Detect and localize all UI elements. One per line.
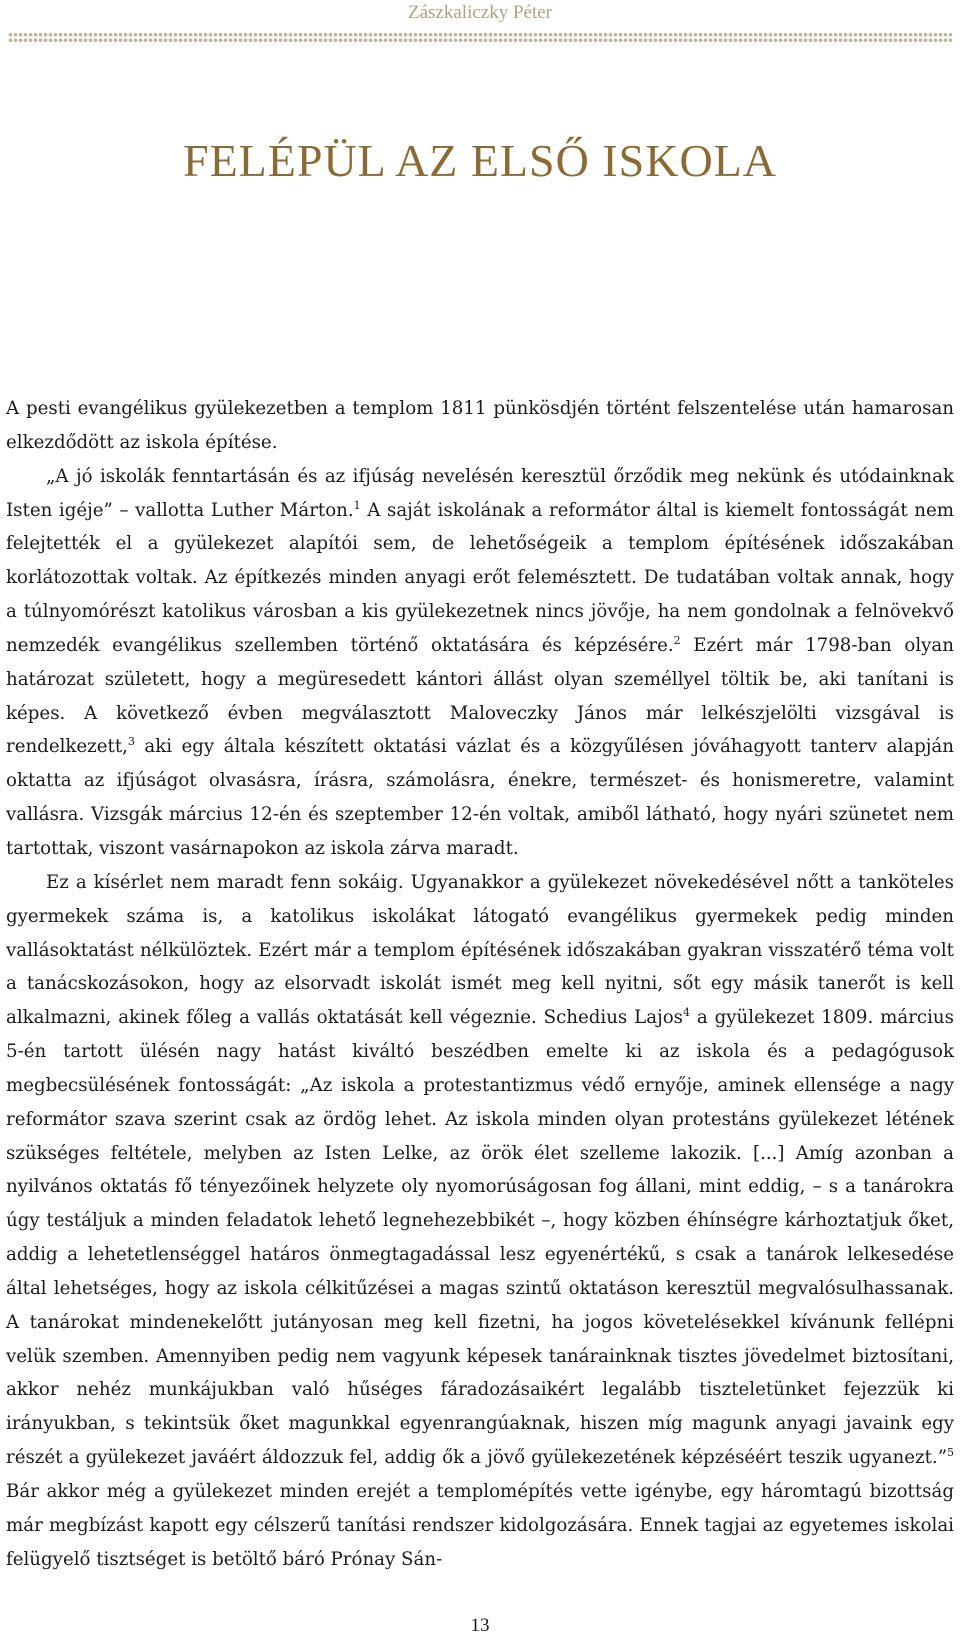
chapter-title: FELÉPÜL AZ ELSŐ ISKOLA bbox=[182, 135, 777, 186]
paragraph-2-text-c: Ezért már 1798-ban olyan határozat született, hogy a megüresedett kántori állást olyan személlyel töltik be, aki tanítani is képes. A következő évben megválasztott Maloveczky János már lelkészjelölti vizsgával is rendelkezett, bbox=[6, 634, 954, 758]
paragraph-3-text-a: Ez a kísérlet nem maradt fenn sokáig. Ugyanakkor a gyülekezet növekedésével nőtt a tanköteles gyermekek száma is, a katolikus iskolákat látogató evangélikus gyermekek pedig minden vallásoktatást nélkülöztek. Ezért már a templom építésének időszakában gyakran visszatérő téma volt a tanácskozásokon, hogy az elsorvadt iskolát ismét meg kell nyitni, sőt egy másik tanerőt is kell alkalmazni, akinek főleg a vallás oktatását kell végeznie. Schedius Lajos bbox=[6, 871, 954, 1029]
ornamental-divider bbox=[8, 32, 952, 43]
footnote-ref-5: 5 bbox=[947, 1446, 954, 1460]
footnote-ref-3: 3 bbox=[127, 735, 135, 749]
body-text bbox=[6, 392, 954, 1577]
footnote-ref-2: 2 bbox=[673, 633, 681, 647]
paragraph-2-text-b: A saját iskolának a reformátor által is kiemelt fontosságát nem felejtették el a gyülekezet alapítói sem, de lehetőségeik a templom építésének időszakában korlátozottak voltak. Az építkezés minden anyagi erőt felemésztett. De tudatában voltak annak, hogy a túlnyomórészt katolikus városban a kis gyülekezetnek nincs jövője, ha nem gondolnak a felnövekvő nemzedék evangélikus szellemben történő oktatására és képzésére. bbox=[6, 499, 954, 656]
paragraph-3-text-c: Bár akkor még a gyülekezet minden erejét a templomépítés vette igénybe, egy háromtagú bizottság már megbízást kapott egy célszerű tanítási rendszer kidolgozására. Ennek tagjai az egyetemes iskolai felügyelő tisztséget is betöltő báró Prónay Sán- bbox=[6, 1481, 954, 1570]
paragraph-3 bbox=[6, 866, 954, 1577]
paragraph-3-text-b: a gyülekezet 1809. március 5-én tartott ülésén nagy hatást kiváltó beszédben emelte ki az iskola és a pedagógusok megbecsülésének fontosságát: „Az iskola a protestantizmus védő ernyője, aminek ellensége a nagy reformátor szava szerint csak az ördög lehet. Az iskola minden olyan protestáns gyülekezet létének szükséges feltétele, melyben az Isten Lelke, az örök élet szelleme lakozik. [...] Amíg azonban a nyilvános oktatás fő tényezőinek helyzete oly nyomorúságosan fog állani, mint eddig, – s a tanárokra úgy testáljuk a minden feladatok lehető legnehezebbikét –, hogy közben éhínségre kárhoztatjuk őket, addig a lehetetlenséggel határos önmegtagadással lesz egyenértékű, s csak a tanárok lelkesedése által lehetséges, hogy az iskola célkitűzései a magas szintű oktatáson keresztül megvalósulhassanak. A tanárokat mindenekelőtt jutányosan meg kell fizetni, ha jogos követelésekkel kívánunk fellépni velük szemben. Amennyiben pedig nem vagyunk képesek tanárainknak tisztes jövedelmet biztosítani, akkor nehéz munkájukban való hűséges fáradozásaikért legalább tiszteletünket fejezzük ki irányukban, s tekintsük őket magunkkal egyenrangúaknak, hiszen míg magunk anyagi javaink egy részét a gyülekezet javáért áldozzuk fel, addig ők a jövő gyülekezetének képzéséért teszik ugyanezt.” bbox=[6, 1007, 954, 1469]
page-number: 13 bbox=[470, 1615, 490, 1636]
running-header-author: Zászkaliczky Péter bbox=[407, 2, 552, 23]
footnote-ref-1: 1 bbox=[353, 498, 361, 512]
footnote-ref-4: 4 bbox=[683, 1006, 690, 1020]
paragraph-2 bbox=[6, 460, 954, 866]
paragraph-2-text-d: aki egy általa készített oktatási vázlat és a közgyűlésen jóváhagyott tanterv alapján oktatta az ifjúságot olvasásra, írásra, számolásra, énekre, természet- és honismeretre, valamint vallásra. Vizsgák március 12-én és szeptember 12-én voltak, amiből látható, hogy nyári szünetet nem tartottak, viszont vasárnapokon az iskola zárva maradt. bbox=[6, 736, 954, 859]
paragraph-1: A pesti evangélikus gyülekezetben a templom 1811 pünkösdjén történt felszentelése után hamarosan elkezdődött az iskola építése. bbox=[6, 398, 954, 453]
paragraph-2-text-a: „A jó iskolák fenntartásán és az ifjúság nevelésén keresztül őrződik meg nekünk és utódainknak Isten igéje” – vallotta Luther Márton. bbox=[6, 465, 954, 521]
